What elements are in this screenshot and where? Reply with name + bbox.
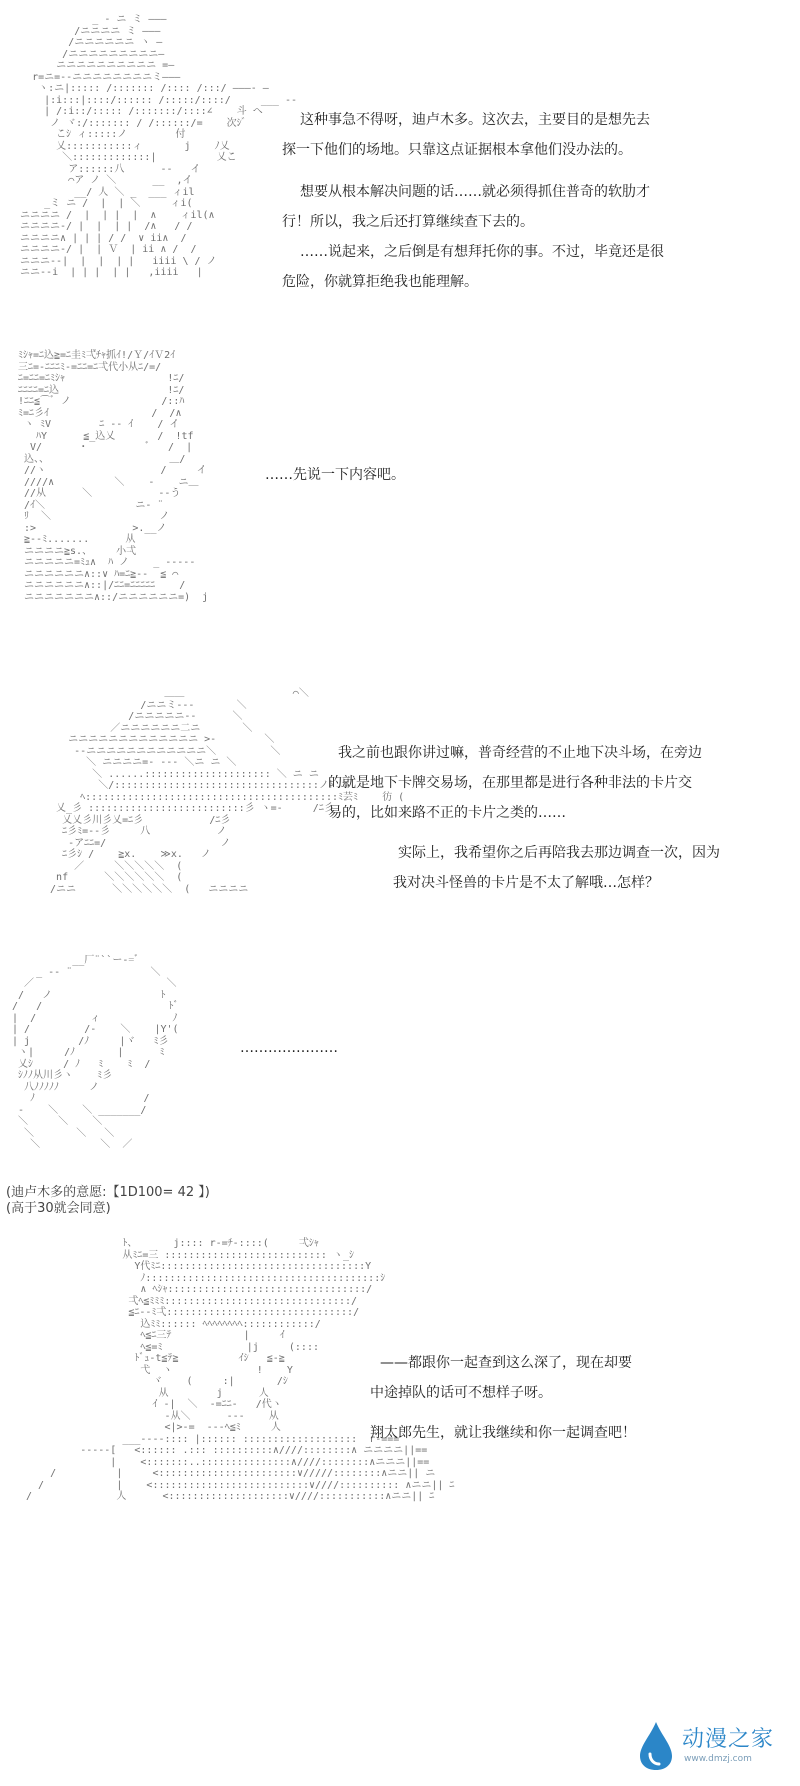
- dialogue-line: 翔太郎先生，就让我继续和你一起调查吧！: [370, 1425, 636, 1441]
- ascii-art-figure-hood: __厂¨``ー‐=ﾞ _ ‐‐ ¨ ＼ ／ ＼ / ノ ﾄ / / ﾄﾞ | / ィ ﾉ | / /‐ ＼ |Y'( | j /ﾉ |ヾ ﾐ彡 ヽ| /ﾉ | ﾐ 乂ｼ / ﾉ ﾐ ﾐ / ｼﾉﾉ从川彡ヽ ﾐ彡 八ﾉﾉﾉﾉﾉ ノ ﾉ / ‐ ＼ ＼ _______/ ＼ ＼ ＼ ＼ ＼ ＼ ＼ ＼ ／: [12, 955, 179, 1150]
- panel-2: [0, 350, 800, 680]
- dialogue-box-4: [240, 1033, 338, 1063]
- dialogue-line: 中途掉队的话可不想样子呀。: [370, 1385, 552, 1401]
- dialogue-box-5: [370, 1348, 636, 1448]
- dialogue-line: 易的，比如来路不正的卡片之类的……: [328, 805, 566, 821]
- ascii-art-figure-front: ﾄ、 j:::: r‐=ﾁ‐::::( 弌ｼｬ 从ﾐﾆ=三 ::::::::::::::::::::::::::: ヽ_ｼ Y代ﾐﾆ::::::::::::::::::::::::::::::::::Y ﾉ:::::::::::::::::::::::::::::::::::::::ｼ ∧ ﾍｼｬ:::::::::::::::::::::::::::::::::/ 弌ﾍ≦ﾐﾐﾐ:::::::::::::::::::::::::::::::/ ≦ﾆ‐‐ﾐ弌:::::::::::::::::::::::::::::::/ 込ﾐﾐ:::::: ﾍﾍﾍﾍﾍﾍﾍﾍ::::::::::::/ ﾍ≦ﾆ三ﾃ | ｲ ﾍ≦=ﾐ |j (:::: ﾄﾞｭ‐t≦ﾃ≧ ｲｼ ≦‐≧ 弋 ヽ ! Y ヾ ( :| /ｼ 从 j 人 ｲ ‐| ＼ ‐=ﾆﾆ‐ /代ヽ ‐从＼ ‐‐‐ 从 <|>‐= ‐‐‐ﾍ≦ﾐ 人 ___‐‐‐‐:::: |:::::: ::::::::::::::::::: r‐=== ‐‐‐‐‐[ <:::::: .::: ::::::::::∧////::::::::∧ ニニニニ||== | <:::::::..:::::::::::::::∧////::::::::∧ニニニ||== / | <:::::::::::::::::::::::∨/////::::::::∧ニニ|| ニ / | <::::::::::::::::::::::::::∨////:::::::::: ∧ニニ|| ﾆ / 人 <::::::::::::::::::::∨////:::::::::::∧ニニ|| ﾆ: [26, 1238, 455, 1502]
- panel-5: [0, 1238, 800, 1786]
- watermark-url: www.dmzj.com: [684, 1754, 752, 1764]
- dialogue-line: 实际上，我希望你之后再陪我去那边调查一次，因为: [398, 845, 720, 861]
- panel-4: [0, 955, 800, 1220]
- dialogue-line: 探一下他们的场地。只靠这点证据根本拿他们没办法的。: [282, 142, 632, 158]
- ascii-art-figure-side: ﾐｼｬ=ﾆ込≧=ﾆ圭ﾐ弌゙ﾁｬ抓ｲ!/Ｙ/ｲＶ2ｲ 三ﾆ=‐ﾆﾆﾆﾐ‐=ﾆﾆ=ﾆ弌代小从ﾆ/=/ ﾆ=ﾆﾆ=ﾆﾐｼｬ !ﾆ/ ﾆﾆﾆﾆ=ﾆ込 !ﾆ/ !ﾆﾆ≦⌒ﾞ ノ /::ﾊ ﾐ=ﾆ彡ｲ / /∧ ヽ ﾐV ﾆ ‐‐ ｲ / イ ﾊY ≦_込乂 / !tf V/ ・ ﾞ / | 込、、 ＿/ //ヽ / イ ////∧ ＼ ‐ ニ＿ //从 ＼ ‐‐う /ｲ＼ ニ‐ ¨ ﾘ ＼ ノ :> >.__ノ ≧‐‐ﾐ....... 从 ニニニニ≧s.、 小弌 ニニニニニ=ﾐｭ∧ ﾊ ノ _ ‐‐‐‐‐ ニニニニニニ∧::∨ ﾊ=ﾆ≧‐- ≦ ⌒ ニニニニニニ∧::|/ﾆﾆ=ﾆﾆﾆﾆﾆ / ニニニニニニニ∧::/ニニニニニニ=) j: [18, 350, 209, 603]
- dice-roll-threshold: (高于30就会同意): [6, 1201, 111, 1216]
- dialogue-line: ——都跟你一起查到这么深了，现在却要: [380, 1355, 632, 1371]
- watermark-name: 动漫之家: [682, 1727, 775, 1752]
- dialogue-line: 的就是地下卡牌交易场，在那里都是进行各种非法的卡片交: [328, 775, 692, 791]
- ascii-art-figure-hat: _ ‐ ニ ミ ――― /ニニニニ ミ ――― /ニニニニニニ ヽ ― /ニニニニニニニニニ― ニニニニニニニニニニ =― r=ニ=-‐ニニニニニニニニミ――― ヽ:ニ|::::: /::::::: /:::: /:::/ ―――‐ ― |:i:::|::::/:::::: /:::::/::::/ ___ -‐ | /:i::/::::: /:::::::/::::∠ 斗 へ ノ ヾ:/::::::: / /::::::/= 次ｼ ゙ こｼ ィ:::::ノ 付 乂:::::::::::ィ j ﾉ乂 ＼:::::::::::::| 乂こ ア::::::八 -‐ イ ⌒ア ノ ＼ __ ,イ __/ 人 ＼ _ ___ ィil _ミ ニ / | | ＼ ィi( ニニニニ / | | | | ∧ ィil(∧ ニニニニ-/ | | | | /∧ / / ニニニニ∧ | | | / / ∨ ii∧ / ニニニニ-/ | | Ｖ | ii ∧ / / ニニニ-‐| | | | | iiii \ / ノ ニニ-‐i | | | | | ,iiii |: [20, 14, 297, 278]
- dialogue-line: …………………: [240, 1040, 338, 1056]
- dialogue-box-1: [282, 105, 664, 297]
- dialogue-line: [300, 165, 664, 177]
- panel-1: [0, 0, 800, 340]
- dice-roll-note: [6, 1185, 210, 1217]
- dialogue-line: 这种事急不得呀，迪卢木多。这次去，主要目的是想先去: [300, 112, 650, 128]
- panel-3: [0, 688, 800, 938]
- dialogue-line: ……先说一下内容吧。: [265, 467, 405, 483]
- dialogue-box-3: [328, 738, 720, 898]
- ascii-art-figure-brim: ＿＿ ⌒＼ /ニニミ‐-‐ ＼ /ニニニニニ-- ＼ ／ニニニニニニ二ニ ＼ ニニニニニニニニニニニニニ >- ＼ ‐‐ニニニニニニニニニニニニ＼ ＼ ＼ ニニニニ=‐ ‐‐‐ ＼ニ ニ ＼ ＼ ......::::::::::::::::::::: ＼ ニ ニ ＼/::::::::::::::::::::::::::::::::::ノﾄ ニ ﾍ::::::::::::::::::::::::::::::::::::::::::ﾐ芸ﾐ 彷 ( 乂_彡 ::::::::::::::::::::::::::彡 ヽ=‐ /ﾆ彡 乂乂彡川彡乂=ﾆ彡 /ﾆ彡 ﾆ彡ﾐ=‐‐彡 八 ノ ‐アﾆﾆ=/ ノ ﾆ彡ｼ / ≧x. ≫x. ノ ／ ＼＼＼＼＼ ( nf ＼＼＼＼＼＼ ( /ニニ ＼＼＼＼＼＼ ( ニニニニ: [50, 688, 405, 895]
- water-drop-logo-icon: [636, 1720, 676, 1772]
- dialogue-box-2: [265, 460, 405, 490]
- dialogue-line: [380, 1408, 636, 1418]
- dialogue-line: 危险，你就算拒绝我也能理解。: [282, 274, 478, 290]
- dialogue-line: 行！所以，我之后还打算继续查下去的。: [282, 214, 534, 230]
- dice-roll-result: (迪卢木多的意愿:【1D100= 42 】): [6, 1185, 210, 1200]
- site-watermark: [636, 1716, 786, 1776]
- dialogue-line: 我对决斗怪兽的卡片是不太了解哦…怎样？: [393, 875, 659, 891]
- dialogue-line: 我之前也跟你讲过嘛，普奇经营的不止地下决斗场，在旁边: [338, 745, 702, 761]
- dialogue-line: 想要从根本解决问题的话……就必须得抓住普奇的软肋才: [300, 184, 650, 200]
- dialogue-line: ……说起来，之后倒是有想拜托你的事。不过，毕竟还是很: [300, 244, 664, 260]
- dialogue-line: [338, 828, 720, 838]
